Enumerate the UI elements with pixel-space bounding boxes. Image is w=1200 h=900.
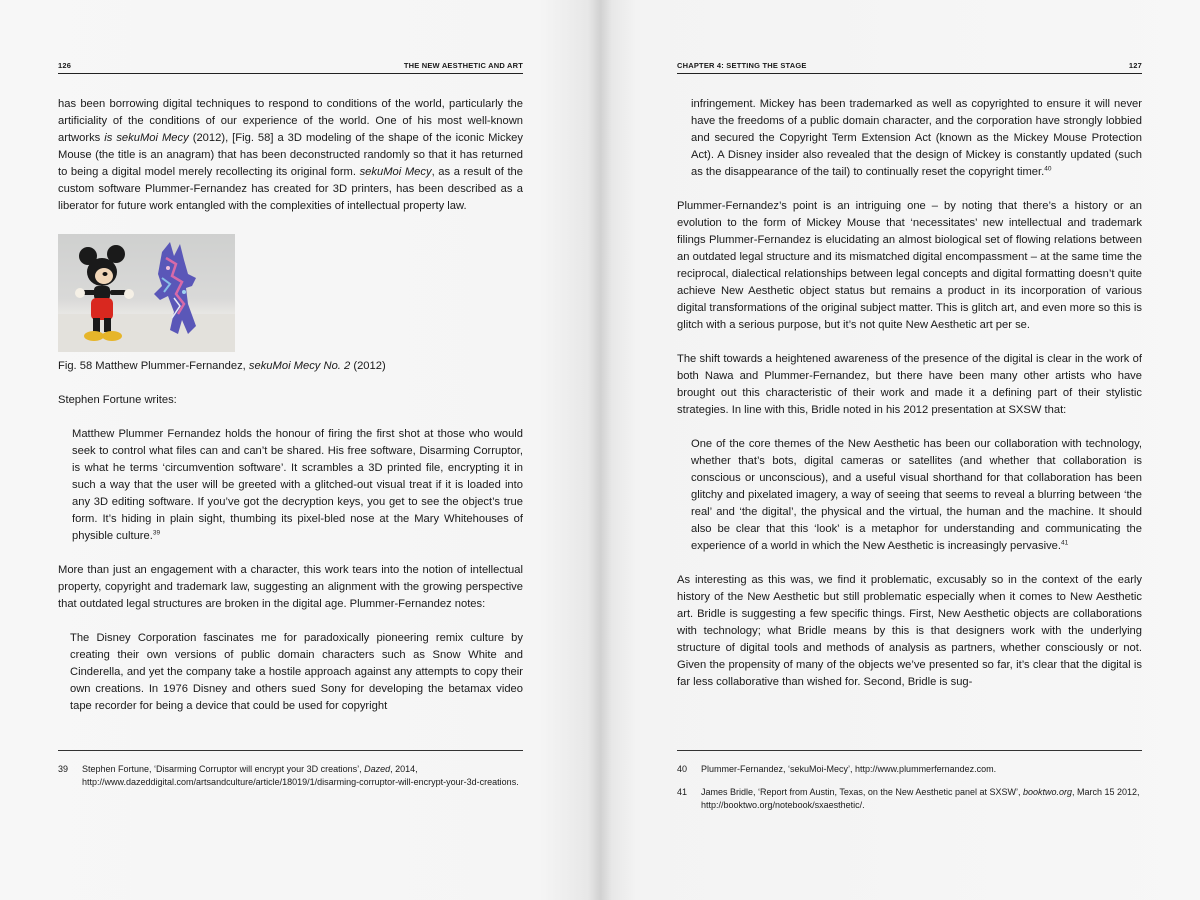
footnote-rule-left <box>58 750 523 751</box>
running-title-right: CHAPTER 4: SETTING THE STAGE <box>677 61 807 70</box>
running-head-left <box>58 58 523 74</box>
left-paragraph-1: has been borrowing digital techniques to respond to conditions of the world, particularly the artificiality of the conditions of our experience of the world. One of his most well-known artworks is sekuMoi Mecy (2012), [Fig. 58] a 3D modeling of the shape of the iconic Mickey Mouse (the title is an anagram) that has been deconstructed randomly so that it has returned to being a digital model merely recollecting its original form. sekuMoi Mecy, as a result of the custom software Plummer-Fernandez has created for 3D printers, has been described as a liberator for future work entangled with the complexities of intellectual property law. <box>58 98 523 212</box>
footnote-rule-right <box>677 750 1142 751</box>
footnote-39: 39 Stephen Fortune, ‘Disarming Corruptor will encrypt your 3D creations’, Dazed, 2014, http://www.dazeddigital.com/artsandculture/article/18019/1/disarming-corruptor-will-encrypt-your-3d-creations. <box>58 764 519 787</box>
running-title-left: THE NEW AESTHETIC AND ART <box>403 61 523 70</box>
right-paragraph-1: Plummer-Fernandez’s point is an intriguing one – by noting that there’s a history or an evolution to the form of Mickey Mouse that ‘necessitates’ new intellectual and trademark filings Plummer-Fernandez is elucidating an almost biological set of flowing relations between an outdated legal structure and its mismatched digital encompassment – at the same time the reciprocal, dialectical relationships between legal concepts and digital formatting doesn’t quite achieve New Aesthetic object status but remains a product in its incorporation of various digital transformations of the original subject matter. This is glitch art, and even more so this is glitch with a serious purpose, but it’s not quite New Aesthetic art per se. <box>677 200 1142 331</box>
footnote-ref-39[interactable]: 39 <box>152 529 161 537</box>
left-blockquote-1: Matthew Plummer Fernandez holds the honour of firing the first shot at those who would seek to control what files can and can’t be shared. His free software, Disarming Corruptor, is what he terms ‘circumvention software’. It scrambles a 3D printed file, encrypting it in such a way that the user will be greeted with a glitched-out visual treat if it is loaded into any 3D editing software. If you’ve got the decryption keys, you get to see the object’s true form. It’s hiding in plain sight, thumbing its pixel-bled nose at the Mary Whitehouses of physible culture.$^{39}$ <box>72 428 523 542</box>
footnote-41: 41 James Bridle, ‘Report from Austin, Texas, on the New Aesthetic panel at SXSW’, booktwo.org, March 15 2012, http://booktwo.org/notebook/sxaesthetic/. <box>677 787 1140 810</box>
left-body-text <box>58 96 523 715</box>
right-body-text <box>677 96 1142 691</box>
running-head-right <box>677 58 1142 74</box>
mickey-figurines-image <box>58 234 235 352</box>
footnotes-right <box>677 763 1142 822</box>
right-blockquote: One of the core themes of the New Aesthetic has been our collaboration with technology, whether that’s bots, digital cameras or satellites (and whether that collaboration is conscious or unconscious), and a useful visual shorthand for that collaboration has been glitchy and pixelated imagery, a way of seeing that seems to reveal a blurring between ‘the real’ and ‘the digital’, the physical and the virtual, the human and the machine. It should also be clear that this ‘look’ is a metaphor for understanding and communicating the experience of a world in which the New Aesthetic is increasingly pervasive.$^{41}$ <box>691 438 1142 552</box>
page-number-right: 127 <box>1128 61 1142 70</box>
figure-58-photo <box>58 234 235 352</box>
figure-58-caption: Fig. 58 Matthew Plummer-Fernandez, sekuMoi Mecy No. 2 (2012) <box>58 360 386 372</box>
footnote-ref-40[interactable]: 40 <box>1044 165 1052 173</box>
right-blockquote-continued: infringement. Mickey has been trademarked as well as copyrighted to ensure it will never have the freedoms of a public domain character, and the corporation have strongly lobbied and secured the Copyright Term Extension Act (known as the Mickey Mouse Protection Act). A Disney insider also revealed that the design of Mickey is constantly updated (such as the disappearance of the tail) to continually reset the copyright timer.$^{40}$ <box>691 98 1142 178</box>
footnote-40: 40 Plummer-Fernandez, ‘sekuMoi-Mecy’, http://www.plummerfernandez.com. <box>677 764 997 774</box>
right-paragraph-2: The shift towards a heightened awareness of the presence of the digital is clear in the work of both Nawa and Plummer-Fernandez, but there have been many other artists who have brought out this characteristic of their work and made it a defining part of their stylistic strategies. In line with this, Bridle noted in his 2012 presentation at SXSW that: <box>677 353 1142 416</box>
left-blockquote-2: The Disney Corporation fascinates me for paradoxically pioneering remix culture by creating their own versions of public domain characters such as Snow White and Cinderella, and yet the company take a hostile approach against any attempts to copy their own creations. In 1976 Disney and others sued Sony for developing the betamax video tape recorder for being a device that could be used for copyright <box>70 632 523 712</box>
left-paragraph-3: More than just an engagement with a character, this work tears into the notion of intellectual property, copyright and trademark law, suggesting an alignment with the growing perspective that outdated legal structures are broken in the digital age. Plummer-Fernandez notes: <box>58 564 523 610</box>
right-paragraph-3: As interesting as this was, we find it problematic, excusably so in the context of the early history of the New Aesthetic but still problematic especially when it comes to New Aesthetic art. Bridle is suggesting a few specific things. First, New Aesthetic objects are collaborations with technology; what Bridle means by this is that designers work with the underlying structure of digital tools and methods of analysis as partners, whether consciously or not. Given the propensity of many of the objects we’ve presented so far, it’s clear that the digital is far less collaborative than wished for. Second, Bridle is sug- <box>677 574 1142 688</box>
page-number-left: 126 <box>58 61 72 70</box>
footnotes-left <box>58 763 523 799</box>
right-page <box>600 0 1200 900</box>
left-paragraph-2: Stephen Fortune writes: <box>58 394 177 406</box>
footnote-ref-41[interactable]: 41 <box>1061 539 1069 547</box>
